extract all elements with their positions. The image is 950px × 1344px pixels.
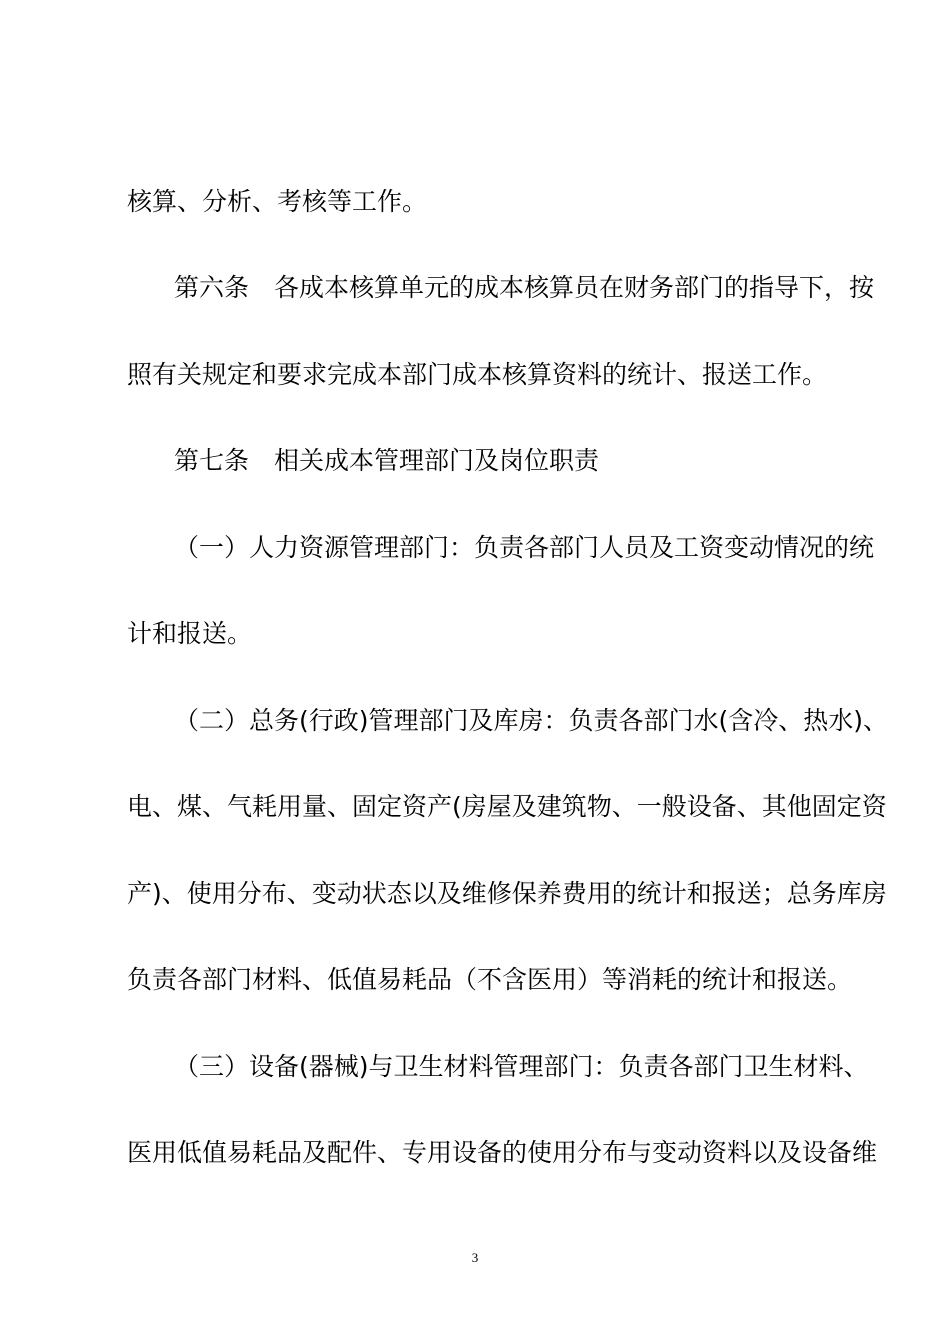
text-line-12: 医用低值易耗品及配件、专用设备的使用分布与变动资料以及设备维 [127, 1138, 878, 1167]
text-line-8: 电、煤、气耗用量、固定资产(房屋及建筑物、一般设备、其他固定资 [127, 792, 887, 821]
text-line-10: 负责各部门材料、低值易耗品（不含医用）等消耗的统计和报送。 [127, 965, 853, 994]
text-line-9: 产)、使用分布、变动状态以及维修保养费用的统计和报送；总务库房 [127, 879, 887, 908]
article-7-heading-line: 第七条 相关成本管理部门及岗位职责 [174, 446, 600, 475]
article-6-heading-line: 第六条 各成本核算单元的成本核算员在财务部门的指导下，按 [174, 273, 875, 302]
text-line-1: 核算、分析、考核等工作。 [127, 187, 428, 216]
item-3-line: （三）设备(器械)与卫生材料管理部门：负责各部门卫生材料、 [174, 1052, 869, 1081]
page-number: 3 [471, 1250, 479, 1265]
text-line-6: 计和报送。 [127, 619, 253, 648]
item-1-line: （一）人力资源管理部门：负责各部门人员及工资变动情况的统 [174, 533, 875, 562]
text-line-3: 照有关规定和要求完成本部门成本核算资料的统计、报送工作。 [127, 360, 828, 389]
item-2-line: （二）总务(行政)管理部门及库房：负责各部门水(含冷、热水)、 [174, 706, 889, 735]
